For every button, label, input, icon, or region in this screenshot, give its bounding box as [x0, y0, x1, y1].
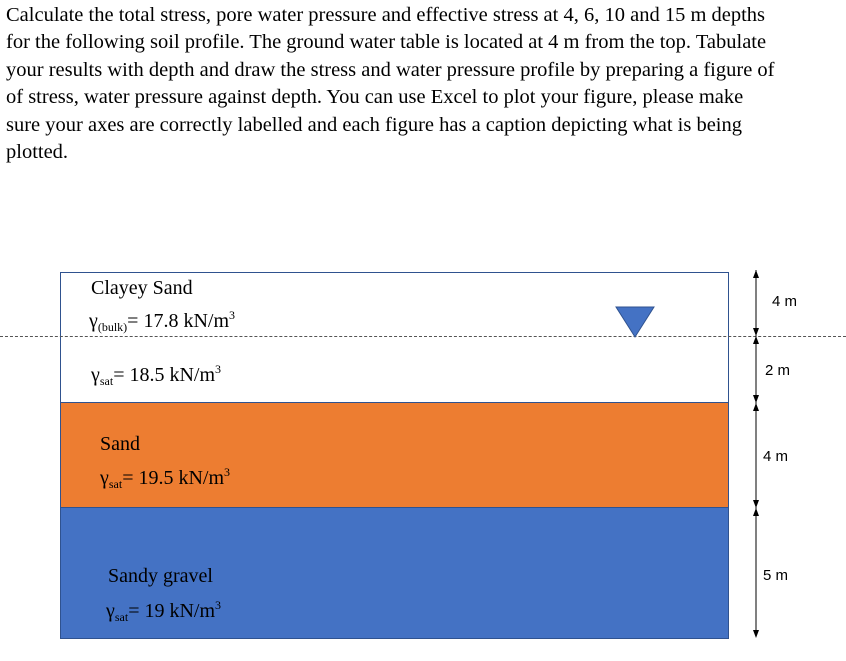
- sat-subscript: sat: [114, 610, 129, 624]
- sat-subscript: sat: [108, 477, 123, 491]
- arrow-head-icon: [753, 336, 759, 344]
- arrow-head-icon: [753, 500, 759, 508]
- dimension-label-2m: 2 m: [765, 362, 791, 379]
- cube-superscript: 3: [215, 598, 222, 612]
- bulk-subscript: (bulk): [97, 320, 128, 334]
- bulk-value: = 17.8 kN/m: [127, 310, 230, 332]
- dimension-label-4m-mid: 4 m: [763, 448, 789, 465]
- arrow-head-icon: [753, 270, 759, 278]
- sat-value: = 19 kN/m: [128, 600, 216, 622]
- question-line: plotted.: [6, 141, 69, 164]
- cube-superscript: 3: [215, 362, 222, 376]
- arrow-head-icon: [753, 328, 759, 336]
- dimension-label-4m-top: 4 m: [772, 293, 798, 310]
- arrow-head-icon: [753, 403, 759, 411]
- clayey-sand-bulk-unit-weight: [89, 303, 235, 339]
- sandy-gravel-sat-unit-weight: [106, 593, 221, 629]
- question-text: [6, 2, 842, 166]
- water-table-triangle-icon: [615, 306, 655, 338]
- question-line: Calculate the total stress, pore water pressure and effective stress at 4, 6, 10 and 15 m depths: [6, 4, 766, 26]
- cube-superscript: 3: [229, 308, 236, 322]
- sand-sat-unit-weight: [100, 460, 230, 496]
- cube-superscript: 3: [224, 465, 231, 479]
- question-line: sure your axes are correctly labelled and each figure has a caption depicting what is being: [6, 113, 742, 136]
- question-line: your results with depth and draw the stress and water pressure profile by preparing a figure of: [6, 58, 775, 81]
- arrow-head-icon: [753, 630, 759, 638]
- clayey-sand-name: Clayey Sand: [91, 277, 193, 299]
- water-table-line: [0, 336, 846, 337]
- sandy-gravel-name: Sandy gravel: [108, 565, 213, 587]
- sat-value: = 19.5 kN/m: [122, 467, 225, 489]
- gamma-symbol: γ: [91, 364, 100, 386]
- gamma-symbol: γ: [89, 310, 98, 332]
- clayey-sand-sat-unit-weight: [91, 357, 221, 393]
- question-line: for the following soil profile. The ground water table is located at 4 m from the top. Tabulate: [6, 31, 767, 54]
- gamma-symbol: γ: [106, 600, 115, 622]
- arrow-head-icon: [753, 508, 759, 516]
- sand-name: Sand: [100, 433, 140, 455]
- dimension-label-5m: 5 m: [763, 567, 789, 584]
- sat-subscript: sat: [99, 374, 114, 388]
- gamma-symbol: γ: [100, 467, 109, 489]
- arrow-head-icon: [753, 395, 759, 403]
- sat-value: = 18.5 kN/m: [113, 364, 216, 386]
- question-line: of stress, water pressure against depth. You can use Excel to plot your figure, please make: [6, 86, 744, 109]
